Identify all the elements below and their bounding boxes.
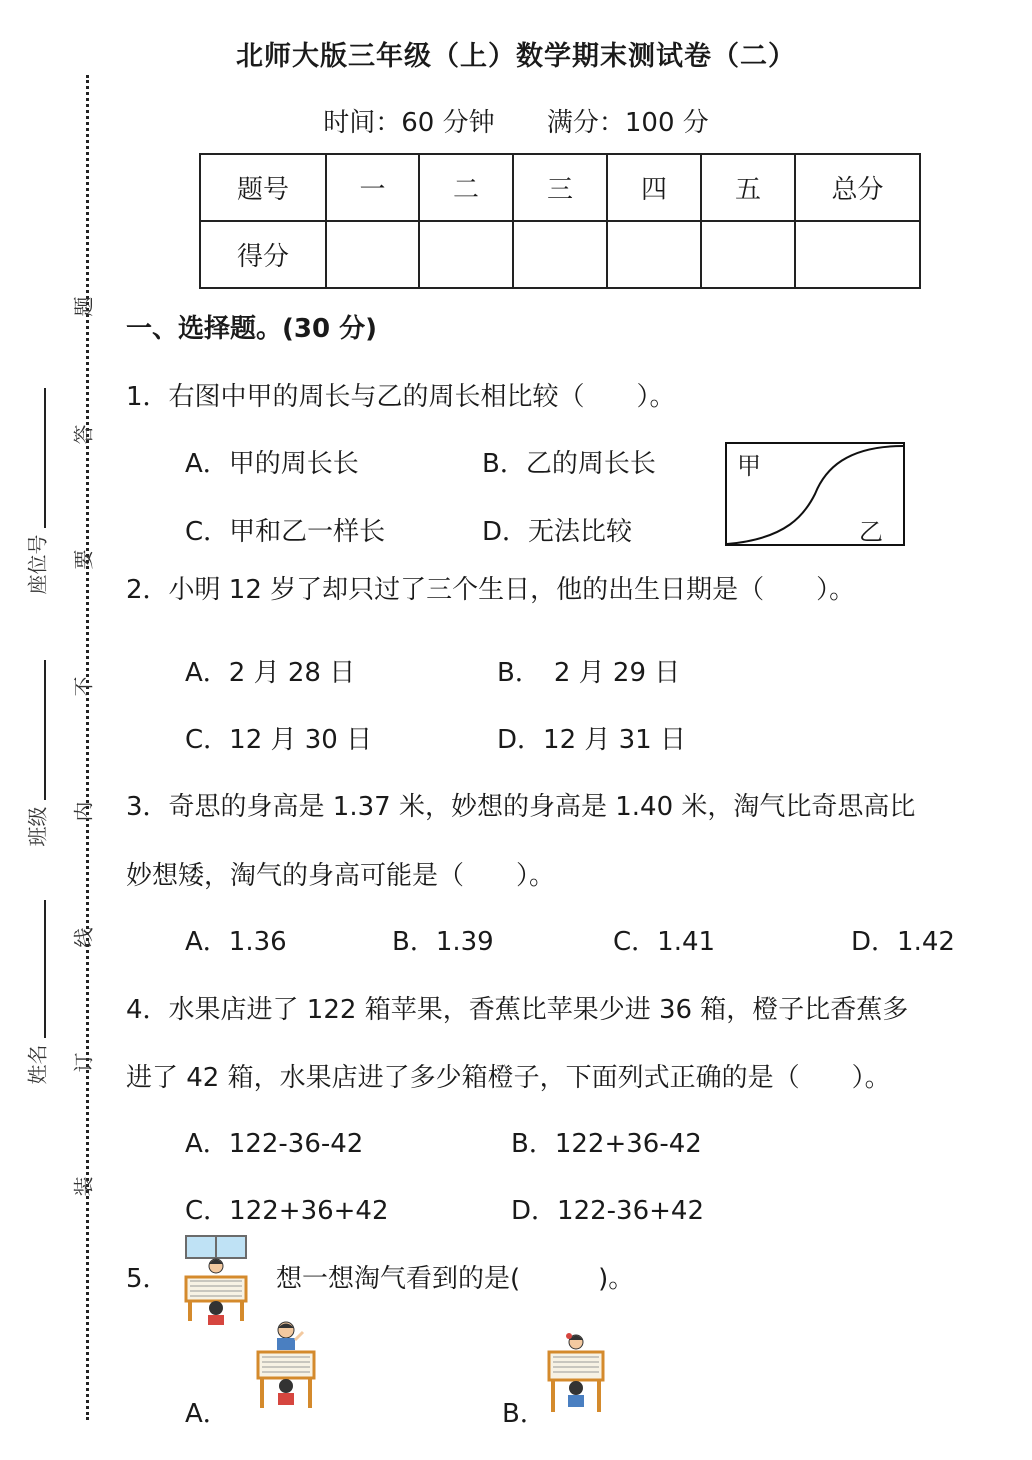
score-input-cell[interactable]	[795, 221, 920, 288]
score-cell: 总分	[795, 154, 920, 221]
score-cell: 五	[701, 154, 795, 221]
question-4-text-line1: 4．水果店进了 122 箱苹果，香蕉比苹果少进 36 箱，橙子比香蕉多	[126, 995, 909, 1025]
margin-char: 装	[71, 1176, 96, 1197]
q1-option-d[interactable]: D．无法比较	[482, 517, 633, 547]
q2-option-d[interactable]: D．12 月 31 日	[497, 725, 686, 755]
exam-full-score: 满分：100 分	[546, 108, 709, 138]
q4-option-c[interactable]: C．122+36+42	[185, 1196, 389, 1226]
q5-option-b[interactable]: B．	[502, 1399, 546, 1429]
option-a-illustration[interactable]	[253, 1318, 319, 1414]
margin-char: 线	[71, 927, 96, 948]
margin-char: 答	[71, 424, 96, 445]
score-table-header-row	[200, 154, 920, 221]
exam-time: 时间：60 分钟	[323, 108, 495, 138]
q2-option-a[interactable]: A．2 月 28 日	[185, 658, 356, 688]
q3-option-b[interactable]: B．1.39	[392, 927, 494, 957]
score-table	[199, 153, 921, 289]
q5-option-a[interactable]: A．	[185, 1399, 229, 1429]
option-b-illustration[interactable]	[545, 1330, 607, 1418]
score-cell: 题号	[200, 154, 326, 221]
margin-char: 订	[71, 1052, 96, 1073]
score-cell: 二	[419, 154, 513, 221]
margin-char: 不	[71, 676, 96, 697]
q3-option-c[interactable]: C．1.41	[613, 927, 716, 957]
score-input-cell[interactable]	[419, 221, 513, 288]
question-2-text: 2．小明 12 岁了却只过了三个生日，他的出生日期是（ ）。	[126, 575, 856, 605]
margin-char: 内	[71, 801, 96, 822]
question-5-number: 5．	[126, 1264, 169, 1294]
seat-label: 座位号	[25, 534, 50, 595]
name-label: 姓名	[25, 1044, 50, 1085]
question-5-text: 想一想淘气看到的是( )。	[276, 1264, 635, 1294]
fig-label-jia: 甲	[737, 452, 761, 480]
question-3-text-line2: 妙想矮，淘气的身高可能是（ ）。	[126, 861, 556, 891]
score-input-cell[interactable]	[701, 221, 795, 288]
exam-info	[0, 102, 1032, 139]
classroom-scene-illustration	[180, 1233, 252, 1328]
q2-option-c[interactable]: C．12 月 30 日	[185, 725, 373, 755]
binding-dotted-line	[86, 75, 89, 1420]
question-1-text: 1．右图中甲的周长与乙的周长相比较（ ）。	[126, 382, 676, 412]
q1-option-b[interactable]: B．乙的周长长	[482, 449, 656, 479]
page-title: 北师大版三年级（上）数学期末测试卷（二）	[236, 41, 796, 72]
score-cell: 四	[607, 154, 701, 221]
q4-option-b[interactable]: B．122+36-42	[511, 1129, 702, 1159]
question-4-text-line2: 进了 42 箱，水果店进了多少箱橙子，下面列式正确的是（ ）。	[126, 1063, 891, 1093]
q2-option-b[interactable]: B． 2 月 29 日	[497, 658, 681, 688]
class-label: 班级	[25, 806, 50, 847]
name-underline[interactable]	[44, 900, 46, 1038]
section-title: 一、选择题。(30 分)	[126, 314, 377, 344]
score-cell: 三	[513, 154, 607, 221]
score-input-cell[interactable]	[513, 221, 607, 288]
q4-option-d[interactable]: D．122-36+42	[511, 1196, 704, 1226]
score-cell: 一	[326, 154, 419, 221]
q3-option-d[interactable]: D．1.42	[851, 927, 955, 957]
question-3-text-line1: 3．奇思的身高是 1.37 米，妙想的身高是 1.40 米，淘气比奇思高比	[126, 792, 916, 822]
q1-option-c[interactable]: C．甲和乙一样长	[185, 517, 386, 547]
q1-figure	[725, 442, 905, 546]
margin-char: 要	[71, 549, 96, 570]
q4-option-a[interactable]: A．122-36-42	[185, 1129, 364, 1159]
class-underline[interactable]	[44, 660, 46, 800]
q3-option-a[interactable]: A．1.36	[185, 927, 287, 957]
seat-underline[interactable]	[44, 388, 46, 528]
score-row-label: 得分	[200, 221, 326, 288]
score-table-score-row	[200, 221, 920, 288]
fig-label-yi: 乙	[859, 518, 883, 546]
margin-char: 题	[71, 296, 96, 317]
score-input-cell[interactable]	[607, 221, 701, 288]
q1-option-a[interactable]: A．甲的周长长	[185, 449, 359, 479]
score-input-cell[interactable]	[326, 221, 419, 288]
